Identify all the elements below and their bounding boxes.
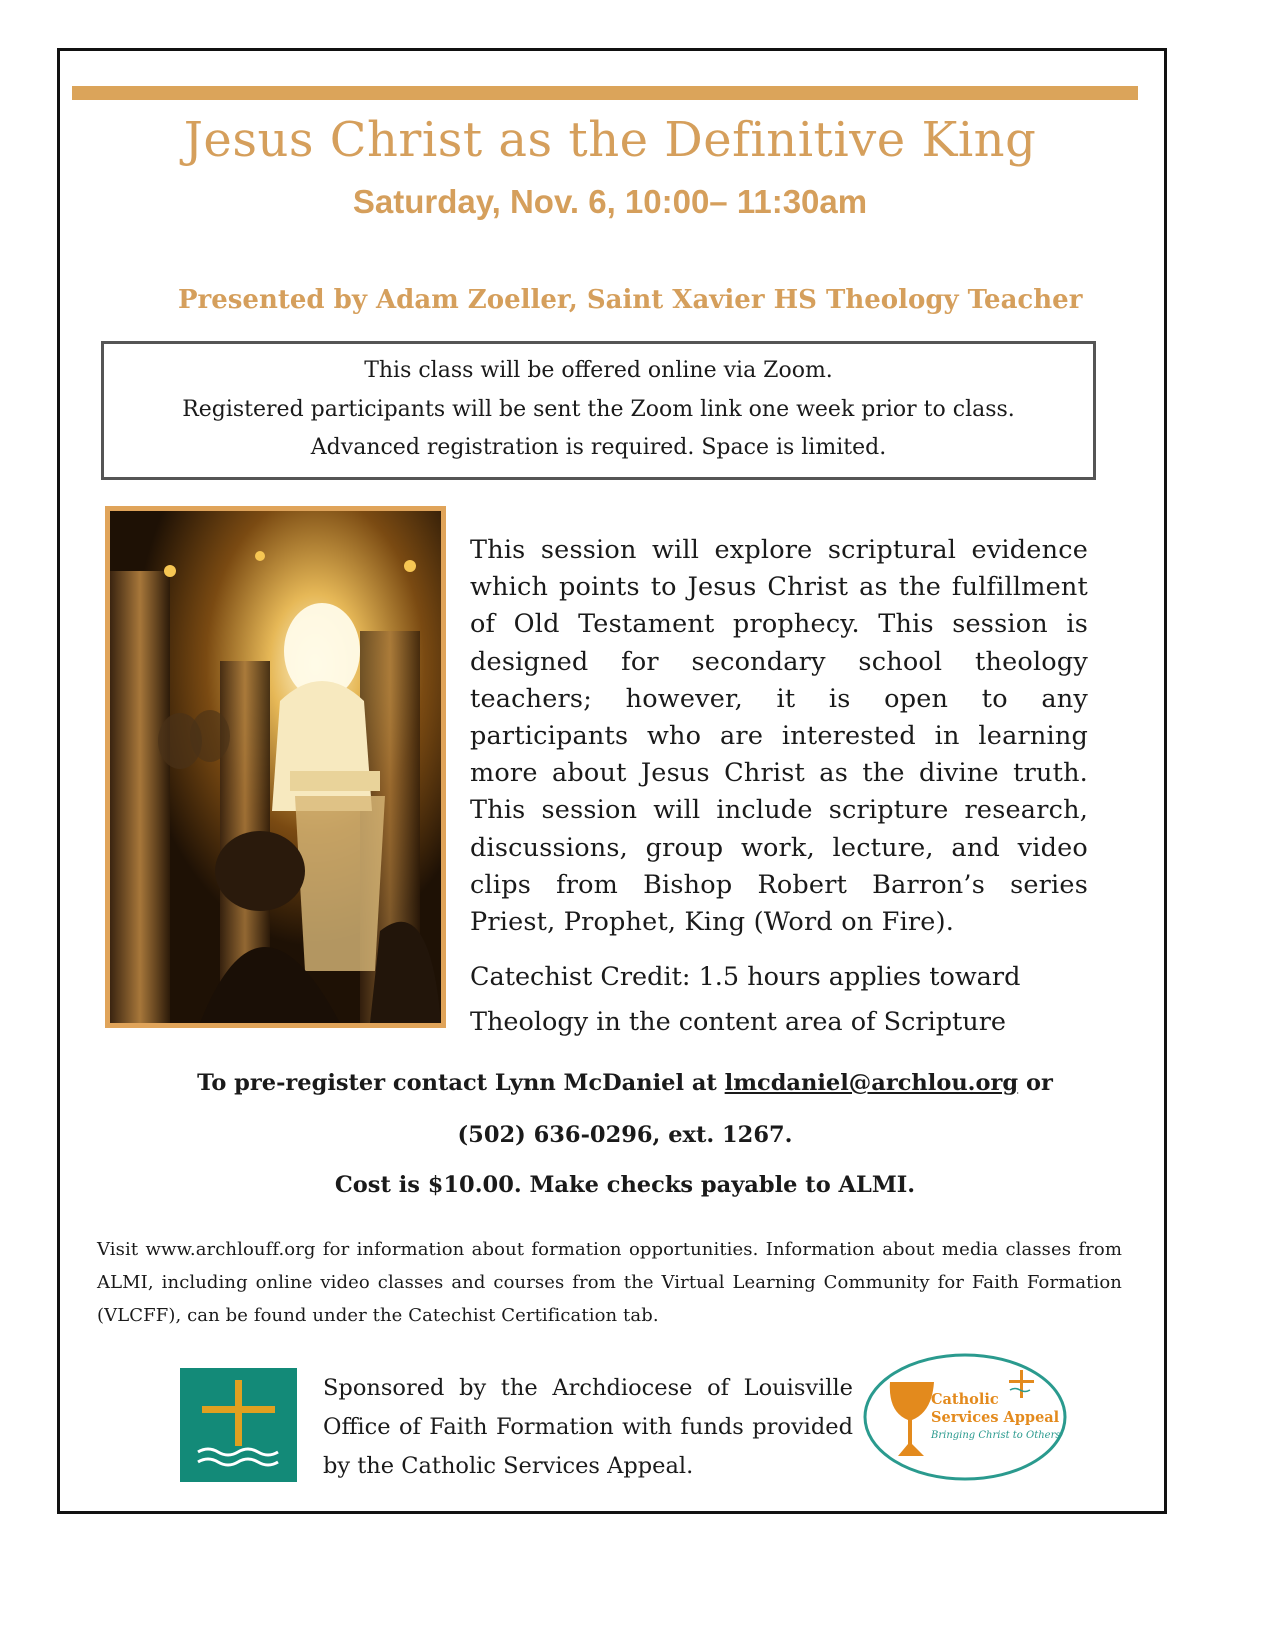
presenter-line: Presented by Adam Zoeller, Saint Xavier HS Theology Teacher	[178, 285, 1083, 315]
csa-logo-line1: Catholic	[931, 1391, 999, 1408]
archdiocese-cross-logo	[180, 1368, 297, 1482]
registration-prefix: To pre-register contact Lynn McDaniel at	[197, 1070, 725, 1096]
registration-suffix: or	[1018, 1070, 1053, 1096]
notice-line: Advanced registration is required. Space is limited.	[310, 435, 887, 460]
registration-contact	[0, 1070, 1250, 1096]
registration-cost: Cost is $10.00. Make checks payable to ALMI.	[334, 1172, 916, 1198]
email-link[interactable]: lmcdaniel@archlou.org	[724, 1070, 1019, 1096]
event-datetime: Saturday, Nov. 6, 10:00– 11:30am	[352, 183, 868, 220]
page-title: Jesus Christ as the Definitive King	[183, 112, 1037, 168]
csa-logo-tagline: Bringing Christ to Others	[931, 1430, 1061, 1441]
registration-phone: (502) 636-0296, ext. 1267.	[457, 1122, 793, 1148]
notice-line: Registered participants will be sent the Zoom link one week prior to class.	[182, 396, 1015, 422]
catechist-credit	[470, 955, 1110, 1045]
csa-logo-line2: Services Appeal	[931, 1409, 1060, 1426]
visit-info: Visit www.archlouff.org for information about formation opportunities. Information about media classes from ALMI, including online video classes and courses from the Virtual Learning Community for Faith Formation (VLCFF), can be found under the Catechist Certification tab.	[97, 1239, 1122, 1326]
online-notice-box	[101, 341, 1096, 480]
jesus-teaching-painting	[105, 506, 446, 1028]
header-rule	[72, 86, 1138, 100]
sponsor-text: Sponsored by the Archdiocese of Louisville Office of Faith Formation with funds provided by the Catholic Services Appeal.	[323, 1375, 853, 1479]
credit-line: Theology in the content area of Scripture	[470, 1007, 1006, 1037]
credit-line: Catechist Credit: 1.5 hours applies toward	[470, 962, 1021, 992]
notice-line: This class will be offered online via Zoom.	[364, 358, 833, 383]
session-description: This session will explore scriptural evidence which points to Jesus Christ as the fulfillment of Old Testament prophecy. This session is designed for secondary school theology teachers; however, it is open to any participants who are interested in learning more about Jesus Christ as the divine truth. This session will include scripture research, discussions, group work, lecture, and video clips from Bishop Robert Barron’s series Priest, Prophet, King (Word on Fire).	[470, 535, 1088, 938]
